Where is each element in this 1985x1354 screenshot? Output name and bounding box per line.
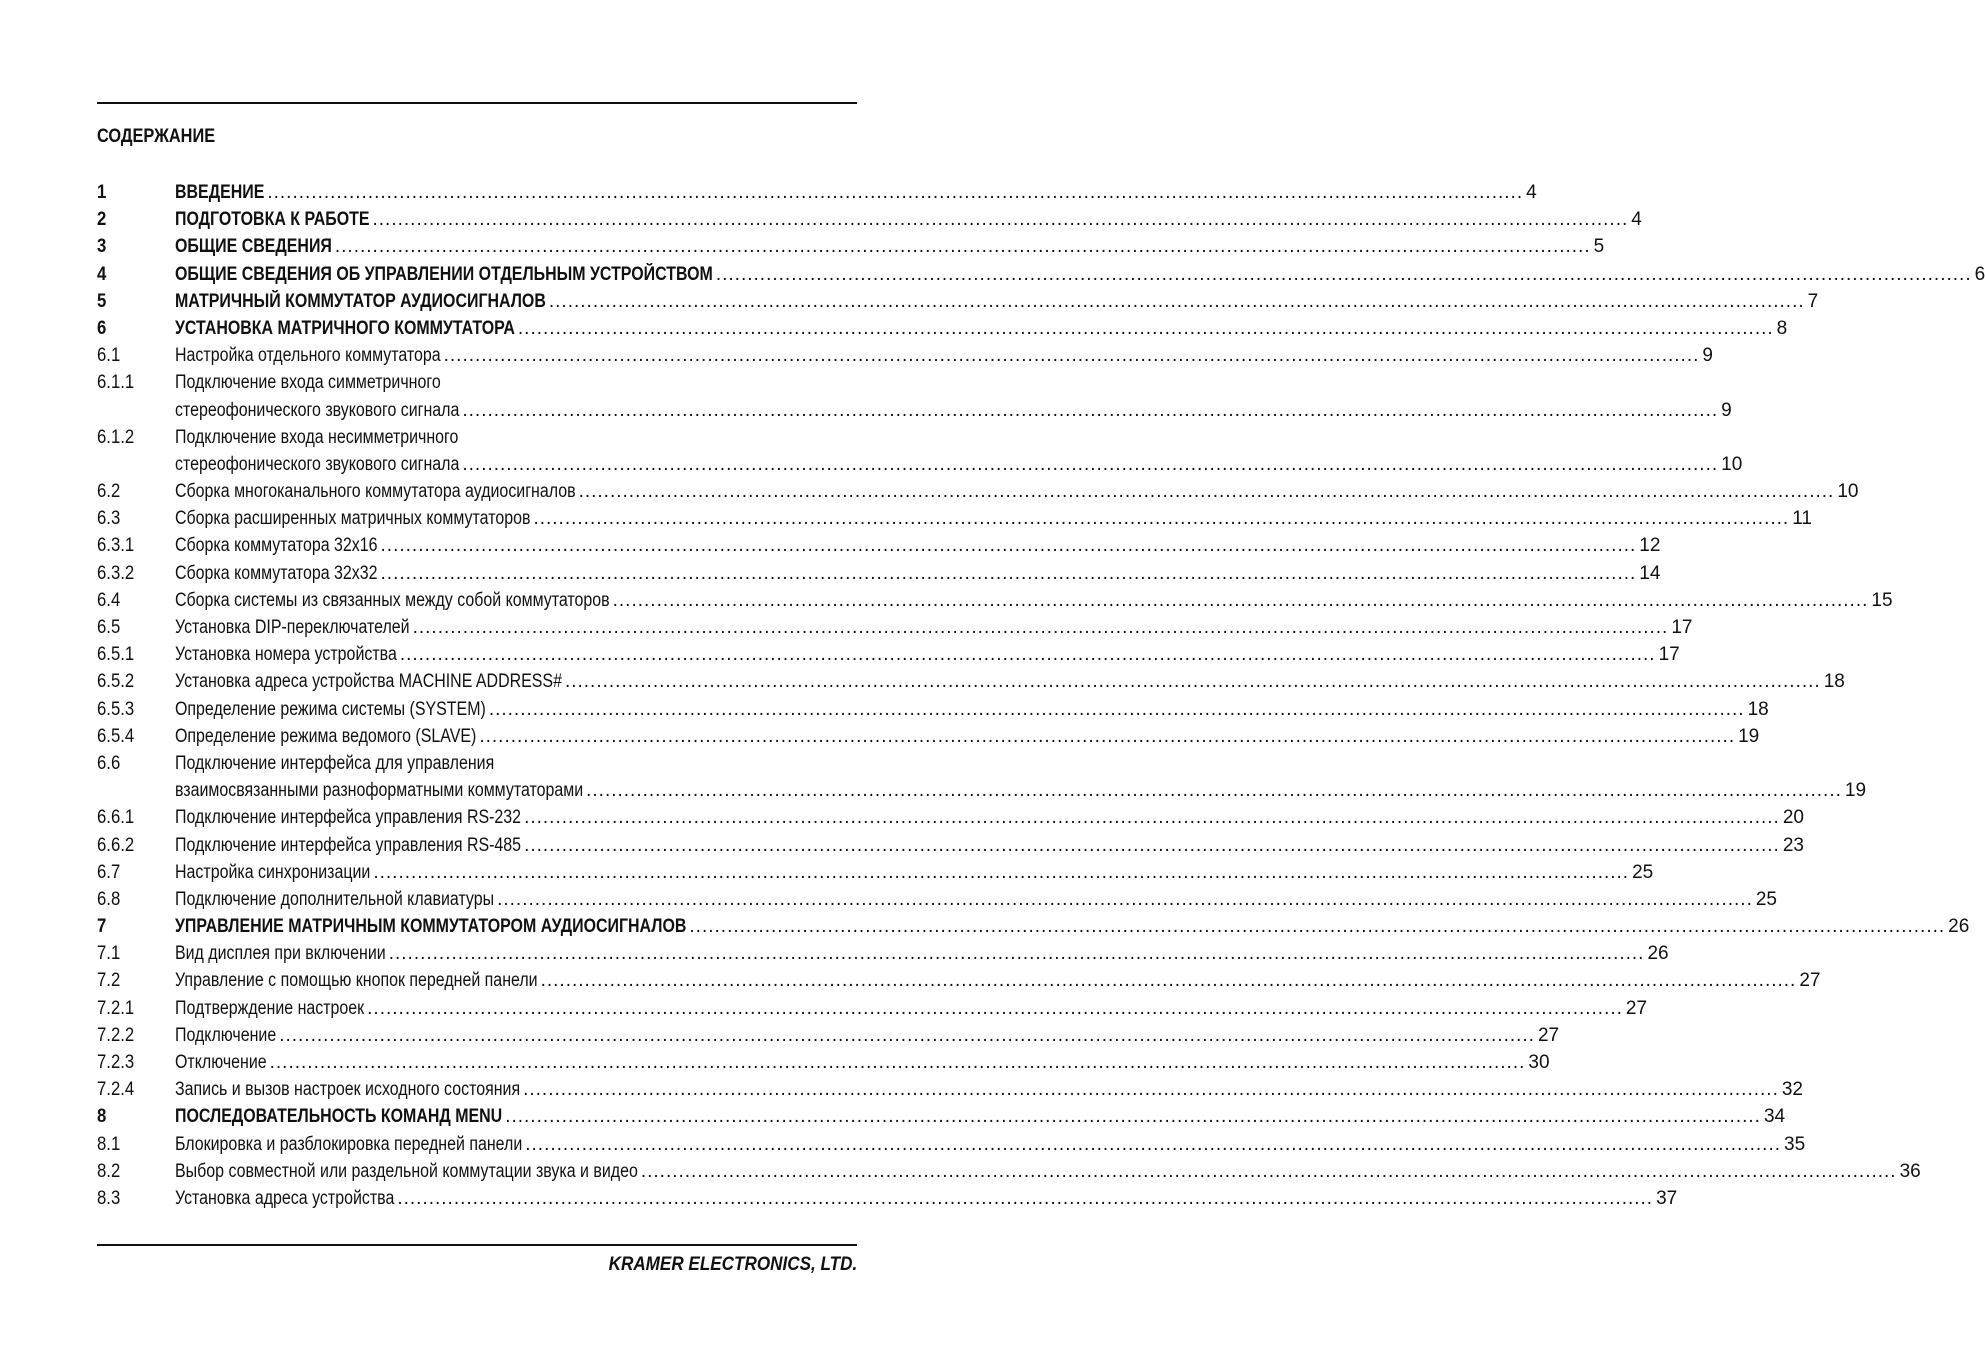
toc-entry-line — [175, 315, 1788, 342]
toc-entry-page: 35 — [1784, 1133, 1806, 1155]
toc-entry-line — [175, 940, 1669, 967]
toc-entry-number: 6.7 — [97, 861, 121, 883]
toc-entry-title: ПОДГОТОВКА К РАБОТЕ — [175, 209, 370, 231]
toc-entry-number: 2 — [97, 209, 107, 231]
toc-entry-title: Блокировка и разблокировка передней панели — [175, 1133, 523, 1155]
toc-entry-page: 26 — [1948, 916, 1970, 938]
toc-entry-number: 6.8 — [97, 888, 121, 910]
toc-dot-leader: ........................................................................................................................................................................................................ — [548, 290, 1805, 312]
toc-entry-number: 7.2.4 — [97, 1079, 135, 1101]
toc-dot-leader: ........................................................................................................................................................................................................ — [367, 997, 1623, 1019]
toc-entry-title: Сборка многоканального коммутатора аудиосигналов — [175, 481, 576, 503]
toc-entry-title: ПОСЛЕДОВАТЕЛЬНОСТЬ КОМАНД MENU — [175, 1106, 503, 1128]
toc-entry-title: Подключение — [175, 1024, 277, 1046]
toc-entry[interactable] — [97, 750, 839, 777]
toc-entry-page: 14 — [1639, 562, 1661, 584]
toc-entry[interactable] — [97, 668, 1845, 695]
toc-dot-leader: ........................................................................................................................................................................................................ — [397, 1187, 1654, 1209]
toc-entry-number: 6.1.2 — [97, 426, 135, 448]
toc-entry-page: 12 — [1639, 535, 1661, 557]
toc-entry-line — [175, 206, 1642, 233]
toc-entry-page: 19 — [1844, 780, 1867, 802]
toc-entry-number: 8.2 — [97, 1160, 121, 1182]
toc-entry-title: Установка адреса устройства MACHINE ADDRESS# — [175, 671, 562, 693]
toc-entry[interactable] — [97, 1076, 1803, 1103]
toc-entry-title: Вид дисплея при включении — [175, 943, 386, 965]
toc-entry-number: 6.3 — [97, 508, 121, 530]
toc-entry-page: 25 — [1755, 888, 1777, 910]
footer-company-name: KRAMER ELECTRONICS, LTD. — [608, 1254, 857, 1275]
toc-entry-page: 6 — [1974, 263, 1985, 285]
toc-entry[interactable] — [97, 451, 1743, 478]
toc-entry-title: Отключение — [175, 1052, 267, 1073]
toc-dot-leader: ........................................................................................................................................................................................................ — [380, 535, 1637, 557]
toc-dot-leader: ........................................................................................................................................................................................................ — [533, 508, 1790, 530]
toc-entry-page: 32 — [1781, 1079, 1803, 1101]
toc-entry-number: 6.1.1 — [97, 372, 135, 394]
toc-entry-title: Установка адреса устройства — [175, 1187, 395, 1209]
toc-entry[interactable] — [97, 995, 1648, 1022]
toc-entry[interactable] — [97, 696, 1769, 723]
top-rule — [97, 102, 857, 104]
toc-entry-title: Подтверждение настроек — [175, 997, 365, 1019]
toc-dot-leader: ........................................................................................................................................................................................................ — [564, 671, 1821, 693]
toc-entry-number: 6.2 — [97, 481, 121, 503]
toc-entry-line — [175, 1103, 1786, 1130]
toc-entry-page: 7 — [1807, 290, 1819, 312]
toc-entry-number: 8.1 — [97, 1133, 121, 1155]
toc-entry-page: 26 — [1647, 943, 1669, 965]
toc-entry-line — [175, 532, 1661, 559]
toc-entry-title: Настройка отдельного коммутатора — [175, 345, 441, 367]
toc-dot-leader: ........................................................................................................................................................................................................ — [689, 916, 1946, 938]
toc-entry-number: 6.3.1 — [97, 535, 135, 557]
toc-entry[interactable] — [97, 261, 1985, 288]
toc-dot-leader: ........................................................................................................................................................................................................ — [524, 834, 1780, 856]
toc-entry[interactable] — [97, 913, 1970, 940]
toc-entry-line — [175, 614, 1693, 641]
toc-entry-line — [175, 750, 839, 777]
toc-entry[interactable] — [97, 342, 1713, 369]
toc-entry-line — [175, 1158, 1921, 1185]
toc-entry[interactable] — [97, 233, 1605, 260]
toc-entry-number: 8.3 — [97, 1187, 121, 1209]
toc-entry-title: Сборка коммутатора 32x16 — [175, 535, 378, 557]
toc-entry-line — [175, 587, 1893, 614]
toc-entry-page: 10 — [1721, 453, 1743, 475]
toc-entry-number: 8 — [97, 1106, 107, 1128]
toc-entry-number: 7.2.1 — [97, 997, 135, 1019]
toc-entry[interactable] — [97, 532, 1661, 559]
toc-entry[interactable] — [97, 587, 1893, 614]
toc-entry[interactable] — [97, 505, 1812, 532]
toc-entry-page: 36 — [1899, 1160, 1921, 1182]
toc-entry-page: 18 — [1823, 671, 1845, 693]
toc-entry-line — [175, 832, 1804, 859]
toc-dot-leader: ........................................................................................................................................................................................................ — [462, 453, 1719, 475]
toc-entry-title: Сборка расширенных матричных коммутаторов — [175, 508, 531, 530]
toc-entry-title: взаимосвязанными разноформатными коммутаторами — [175, 780, 584, 802]
toc-entry-number: 6.3.2 — [97, 562, 135, 584]
toc-entry-number: 6.6 — [97, 752, 121, 774]
toc-entry-line — [175, 723, 1760, 750]
toc-entry-number: 6.5.3 — [97, 698, 135, 720]
toc-entry-number: 6.1 — [97, 345, 121, 367]
toc-entry[interactable] — [97, 1049, 1550, 1076]
toc-entry[interactable] — [97, 804, 1804, 831]
toc-entry-page: 10 — [1837, 481, 1859, 503]
toc-entry[interactable] — [97, 1103, 1786, 1130]
toc-entry-title: стереофонического звукового сигнала — [175, 399, 460, 421]
toc-entry-page: 27 — [1799, 970, 1821, 992]
toc-entry-line — [175, 1131, 1806, 1158]
toc-entry-line — [175, 288, 1819, 315]
toc-entry[interactable] — [97, 1022, 1560, 1049]
toc-entry[interactable] — [97, 723, 1760, 750]
toc-entry-title: Запись и вызов настроек исходного состояния — [175, 1079, 521, 1101]
toc-entry-number: 6.5.2 — [97, 671, 135, 693]
toc-entry-page: 25 — [1632, 861, 1654, 883]
toc-entry-page: 8 — [1776, 317, 1788, 339]
toc-entry-page: 4 — [1631, 209, 1642, 231]
toc-entry-line — [175, 397, 1732, 424]
toc-entry-page: 23 — [1782, 834, 1804, 856]
toc-entry-title: Установка DIP-переключателей — [175, 617, 410, 638]
toc-entry-title: Определение режима ведомого (SLAVE) — [175, 725, 477, 747]
toc-entry[interactable] — [97, 614, 1693, 641]
toc-dot-leader: ........................................................................................................................................................................................................ — [412, 617, 1669, 638]
toc-entry-page: 34 — [1763, 1106, 1786, 1128]
toc-entry-title: ВВЕДЕНИЕ — [175, 182, 265, 203]
toc-entry[interactable] — [97, 1158, 1921, 1185]
toc-dot-leader: ........................................................................................................................................................................................................ — [578, 481, 1835, 503]
toc-entry-line — [175, 995, 1648, 1022]
toc-entry-page: 20 — [1782, 807, 1804, 829]
toc-entry[interactable] — [97, 560, 1661, 587]
toc-dot-leader: ........................................................................................................................................................................................................ — [388, 943, 1645, 965]
toc-entry-number: 6.5.4 — [97, 725, 135, 747]
toc-entry-page: 27 — [1625, 997, 1648, 1019]
toc-entry-page: 27 — [1537, 1024, 1560, 1046]
toc-entry-page: 9 — [1721, 399, 1732, 421]
toc-dot-leader: ........................................................................................................................................................................................................ — [523, 1079, 1779, 1101]
toc-entry-title: ОБЩИЕ СВЕДЕНИЯ — [175, 236, 332, 258]
toc-entry[interactable] — [97, 179, 1537, 206]
toc-dot-leader: ........................................................................................................................................................................................................ — [399, 644, 1656, 666]
toc-entry-line — [175, 424, 839, 451]
toc-entry-page: 19 — [1738, 725, 1760, 747]
toc-entry-line — [175, 1185, 1678, 1212]
toc-heading: СОДЕРЖАНИЕ — [97, 126, 216, 147]
toc-entry-title: УПРАВЛЕНИЕ МАТРИЧНЫМ КОММУТАТОРОМ АУДИОСИГНАЛОВ — [175, 916, 687, 938]
toc-entry-title: Настройка синхронизации — [175, 861, 371, 883]
toc-entry-number: 7.2 — [97, 970, 121, 992]
toc-entry-title: Подключение входа несимметричного — [175, 426, 459, 448]
toc-entry-line — [175, 451, 1743, 478]
toc-entry[interactable] — [97, 967, 1821, 994]
toc-entry-line — [175, 1022, 1560, 1049]
toc-dot-leader: ........................................................................................................................................................................................................ — [372, 209, 1629, 231]
toc-entry[interactable] — [97, 478, 1859, 505]
toc-entry-number: 3 — [97, 236, 107, 258]
toc-entry[interactable] — [97, 397, 1732, 424]
toc-entry[interactable] — [97, 859, 1654, 886]
toc-entry[interactable] — [97, 886, 1777, 913]
toc-entry-page: 15 — [1871, 589, 1893, 611]
toc-entry-line — [175, 560, 1661, 587]
toc-entry-line — [175, 859, 1654, 886]
toc-entry-number: 7.1 — [97, 943, 121, 965]
bottom-rule — [97, 1244, 857, 1246]
toc-entry[interactable] — [97, 369, 839, 396]
toc-entry-line — [175, 233, 1605, 260]
toc-entry[interactable] — [97, 777, 1867, 804]
toc-entry-title: Выбор совместной или раздельной коммутации звука и видео — [175, 1160, 638, 1182]
toc-entry-title: МАТРИЧНЫЙ КОММУТАТОР АУДИОСИГНАЛОВ — [175, 290, 546, 312]
toc-entry-title: Установка номера устройства — [175, 644, 397, 666]
toc-entry-line — [175, 696, 1769, 723]
toc-dot-leader: ........................................................................................................................................................................................................ — [517, 317, 1774, 339]
toc-entry-line — [175, 505, 1812, 532]
toc-entry-number: 6.5 — [97, 617, 121, 638]
toc-entry-page: 9 — [1702, 345, 1713, 367]
toc-entry-number: 5 — [97, 290, 107, 312]
toc-dot-leader: ........................................................................................................................................................................................................ — [279, 1024, 1535, 1046]
toc-entry-line — [175, 369, 839, 396]
toc-entry-page: 4 — [1526, 182, 1537, 203]
toc-entry[interactable] — [97, 1185, 1678, 1212]
toc-dot-leader: ........................................................................................................................................................................................................ — [612, 589, 1869, 611]
toc-entry-number: 7.2.2 — [97, 1024, 135, 1046]
toc-entry-number: 1 — [97, 182, 107, 203]
toc-entry[interactable] — [97, 1131, 1806, 1158]
toc-entry-line — [175, 777, 1867, 804]
toc-entry-number: 7.2.3 — [97, 1052, 135, 1073]
toc-entry-title: стереофонического звукового сигнала — [175, 453, 460, 475]
toc-entry[interactable] — [97, 940, 1669, 967]
toc-entry-page: 17 — [1658, 644, 1680, 666]
toc-dot-leader: ........................................................................................................................................................................................................ — [334, 236, 1591, 258]
toc-entry-line — [175, 913, 1970, 940]
toc-dot-leader: ........................................................................................................................................................................................................ — [640, 1160, 1897, 1182]
toc-entry-number: 4 — [97, 263, 107, 285]
toc-entry-page: 17 — [1671, 617, 1693, 638]
toc-dot-leader: ........................................................................................................................................................................................................ — [479, 725, 1736, 747]
toc-dot-leader: ........................................................................................................................................................................................................ — [380, 562, 1637, 584]
toc-entry-title: Подключение входа симметричного — [175, 372, 441, 394]
toc-entry-title: Подключение интерфейса управления RS-232 — [175, 807, 522, 829]
toc-entry-line — [175, 478, 1859, 505]
toc-entry-number: 6.6.2 — [97, 834, 135, 856]
toc-dot-leader: ........................................................................................................................................................................................................ — [269, 1052, 1526, 1073]
toc-entry-title: УСТАНОВКА МАТРИЧНОГО КОММУТАТОРА — [175, 317, 515, 339]
toc-entry-page: 18 — [1747, 698, 1769, 720]
toc-entry-title: Сборка коммутатора 32x32 — [175, 562, 378, 584]
toc-entry[interactable] — [97, 424, 839, 451]
toc-entry-number: 6.4 — [97, 589, 121, 611]
toc-entry-line — [175, 641, 1680, 668]
toc-entry-line — [175, 967, 1821, 994]
toc-entry-line — [175, 804, 1804, 831]
toc-dot-leader: ........................................................................................................................................................................................................ — [524, 807, 1780, 829]
toc-entry-line — [175, 1076, 1803, 1103]
toc-entry-number: 7 — [97, 916, 107, 938]
toc-entry-page: 37 — [1656, 1187, 1678, 1209]
toc-dot-leader: ........................................................................................................................................................................................................ — [505, 1106, 1761, 1128]
toc-dot-leader: ........................................................................................................................................................................................................ — [715, 263, 1972, 285]
toc-entry-title: Подключение интерфейса для управления — [175, 752, 495, 774]
toc-dot-leader: ........................................................................................................................................................................................................ — [443, 345, 1700, 367]
toc-entry-number: 6.6.1 — [97, 807, 135, 829]
toc-entry-line — [175, 886, 1777, 913]
toc-entry[interactable] — [97, 315, 1788, 342]
toc-entry-title: Подключение интерфейса управления RS-485 — [175, 834, 522, 856]
toc-dot-leader: ........................................................................................................................................................................................................ — [586, 780, 1842, 802]
toc-entry-title: Подключение дополнительной клавиатуры — [175, 888, 495, 910]
toc-entry-title: Сборка системы из связанных между собой коммутаторов — [175, 589, 610, 611]
toc-entry[interactable] — [97, 641, 1680, 668]
toc-entry-line — [175, 179, 1537, 206]
toc-dot-leader: ........................................................................................................................................................................................................ — [488, 698, 1745, 720]
toc-entry-line — [175, 261, 1985, 288]
toc-entry-page: 30 — [1528, 1052, 1550, 1073]
toc-entry-page: 11 — [1792, 508, 1812, 530]
toc-entry-line — [175, 1049, 1550, 1076]
toc-entry-title: Определение режима системы (SYSTEM) — [175, 698, 486, 720]
toc-entry-line — [175, 668, 1845, 695]
toc-dot-leader: ........................................................................................................................................................................................................ — [267, 182, 1524, 203]
toc-entry-title: ОБЩИЕ СВЕДЕНИЯ ОБ УПРАВЛЕНИИ ОТДЕЛЬНЫМ УСТРОЙСТВОМ — [175, 263, 713, 285]
toc-dot-leader: ........................................................................................................................................................................................................ — [497, 888, 1753, 910]
toc-entry-line — [175, 342, 1713, 369]
toc-dot-leader: ........................................................................................................................................................................................................ — [540, 970, 1797, 992]
toc-entry-title: Управление с помощью кнопок передней панели — [175, 970, 538, 992]
toc-entry-number: 6 — [97, 317, 107, 339]
toc-dot-leader: ........................................................................................................................................................................................................ — [525, 1133, 1781, 1155]
toc-entry[interactable] — [97, 832, 1804, 859]
toc-entry-page: 5 — [1593, 236, 1605, 258]
toc-entry[interactable] — [97, 206, 1642, 233]
toc-entry-number: 6.5.1 — [97, 644, 135, 666]
toc-dot-leader: ........................................................................................................................................................................................................ — [373, 861, 1630, 883]
toc-dot-leader: ........................................................................................................................................................................................................ — [462, 399, 1719, 421]
table-of-contents — [97, 179, 1985, 1212]
toc-entry[interactable] — [97, 288, 1819, 315]
